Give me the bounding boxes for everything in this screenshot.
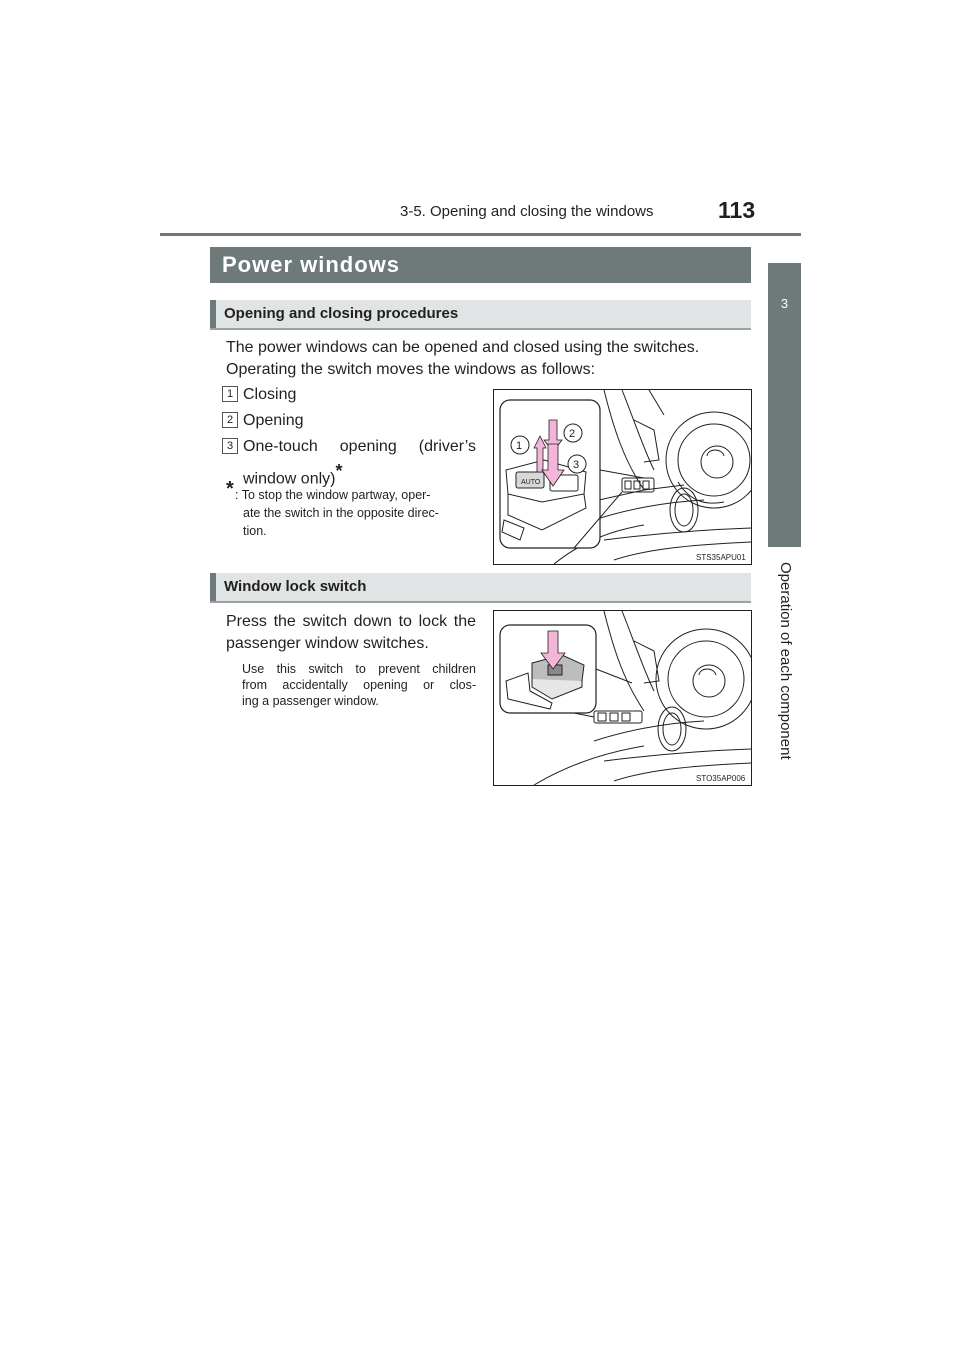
section-heading: Opening and closing procedures	[224, 305, 459, 322]
footnote-mark: *	[226, 478, 234, 500]
callout-3: 3	[573, 459, 580, 471]
section-heading-bar-2	[210, 573, 751, 603]
intro-line-1: The power windows can be opened and closed using the switches.	[226, 339, 700, 356]
header-rule	[160, 233, 801, 236]
lock-switch-figure	[493, 610, 752, 786]
footnote-line-2: ate the switch in the opposite direc-	[243, 506, 439, 520]
page-title: Power windows	[222, 252, 401, 277]
section-heading-bar	[210, 300, 751, 330]
lock-text-line-1: Press the switch down to lock the	[226, 613, 476, 630]
item-text-3-line-1: One-touch opening (driver’s	[243, 438, 476, 455]
lock-note-line-1: Use this switch to prevent children	[242, 662, 476, 676]
chapter-number: 3	[780, 296, 789, 311]
heading-accent-2	[210, 573, 216, 601]
chapter-label: Operation of each component	[777, 562, 794, 760]
lock-note-line-2: from accidentally opening or clos-	[242, 678, 476, 692]
item-text-1: Closing	[243, 386, 297, 403]
callout-2: 2	[569, 428, 576, 440]
lock-switch-illustration	[494, 611, 751, 785]
page-number: 113	[718, 197, 756, 223]
item-number-3: 3	[222, 438, 238, 454]
figure-code-2: STO35AP006	[696, 774, 746, 783]
auto-label: AUTO	[521, 479, 541, 486]
section-heading-2: Window lock switch	[224, 578, 367, 595]
running-header-section: 3-5. Opening and closing the windows	[400, 203, 654, 220]
footnote-line-3: tion.	[243, 524, 267, 538]
lock-text-line-2: passenger window switches.	[226, 635, 429, 652]
item-text-3-line-2-text: window only)	[243, 470, 336, 488]
window-switch-illustration	[494, 390, 751, 564]
window-switch-figure	[493, 389, 752, 565]
item-number-1: 1	[222, 386, 238, 402]
footnote-line-1: : To stop the window partway, oper-	[235, 488, 431, 502]
asterisk-mark: *	[335, 461, 343, 481]
figure-code: STS35APU01	[696, 553, 746, 562]
item-number-2: 2	[222, 412, 238, 428]
intro-line-2: Operating the switch moves the windows as follows:	[226, 361, 596, 378]
item-text-2: Opening	[243, 412, 304, 429]
lock-note-line-3: ing a passenger window.	[242, 694, 379, 708]
item-text-3-line-2	[243, 461, 343, 488]
callout-1: 1	[516, 440, 523, 452]
heading-accent	[210, 300, 216, 328]
